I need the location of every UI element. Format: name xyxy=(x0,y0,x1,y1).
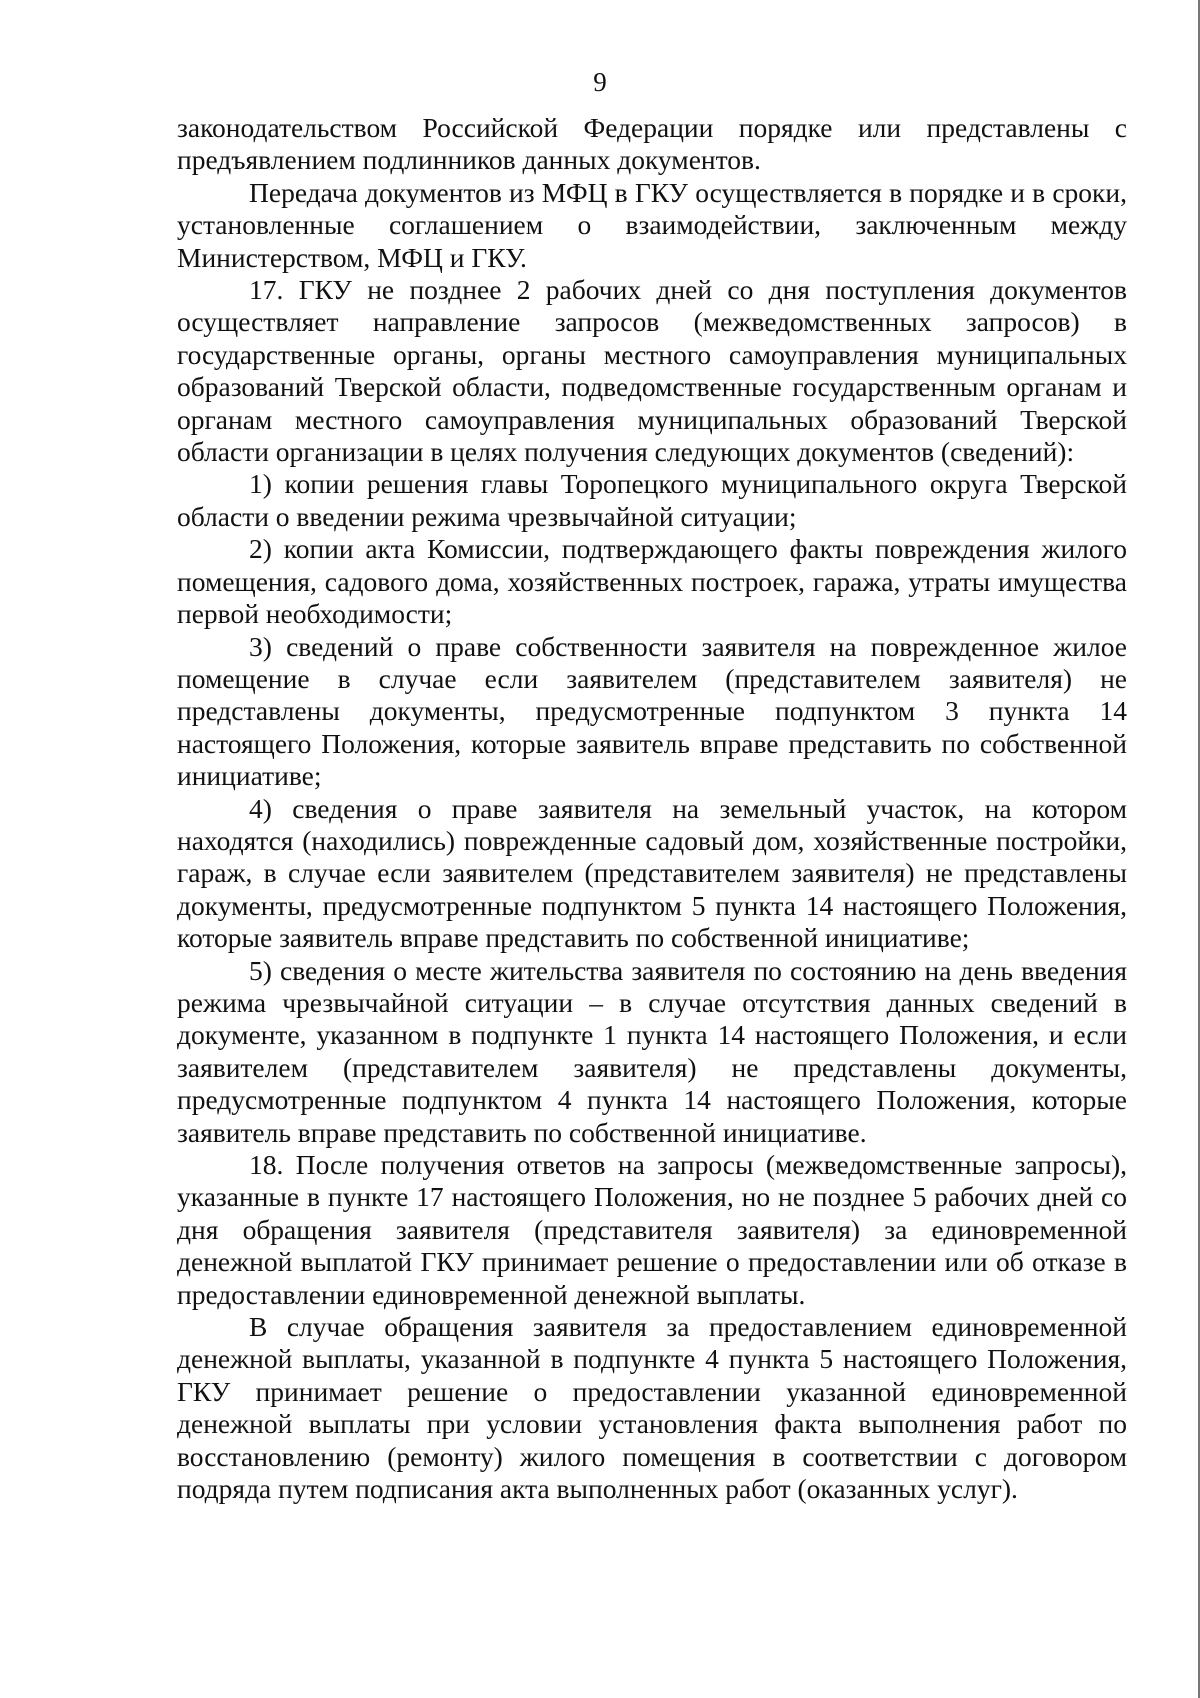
list-item-1: 1) копии решения главы Торопецкого муниципального округа Тверской области о введении режима чрезвычайной ситуации; xyxy=(177,468,1127,532)
page-number: 9 xyxy=(593,67,607,97)
paragraph-document-transfer: Передача документов из МФЦ в ГКУ осуществляется в порядке и в сроки, установленные соглашением о взаимодействии, заключенным между Министерством, МФЦ и ГКУ. xyxy=(177,176,1127,273)
paragraph-item-18: 18. После получения ответов на запросы (межведомственные запросы), указанные в пункте 17 настоящего Положения, но не позднее 5 рабочих дней со дня обращения заявителя (представителя заявителя) за единовременной денежной выплатой ГКУ принимает решение о предоставлении или об отказе в предоставлении единовременной денежной выплаты. xyxy=(177,1149,1127,1310)
list-item-3: 3) сведений о праве собственности заявителя на поврежденное жилое помещение в случае если заявителем (представителем заявителя) не представлены документы, предусмотренные подпунктом 3 пункта 14 настоящего Положения, которые заявитель вправе представить по собственной инициативе; xyxy=(177,630,1127,792)
paragraph-repair-payment: В случае обращения заявителя за предоставлением единовременной денежной выплаты, указанной в подпункте 4 пункта 5 настоящего Положения, ГКУ принимает решение о предоставлении указанной единовременной денежной выплаты при условии установления факта выполнения работ по восстановлению (ремонту) жилого помещения в соответствии с договором подряда путем подписания акта выполненных работ (оказанных услуг). xyxy=(177,1311,1127,1505)
document-body xyxy=(177,112,1127,1505)
paragraph-continuation: законодательством Российской Федерации порядке или представлены с предъявлением подлинников данных документов. xyxy=(177,112,1127,176)
list-item-2: 2) копии акта Комиссии, подтверждающего факты повреждения жилого помещения, садового дома, хозяйственных построек, гаража, утраты имущества первой необходимости; xyxy=(177,533,1127,630)
paragraph-item-17: 17. ГКУ не позднее 2 рабочих дней со дня поступления документов осуществляет направление запросов (межведомственных запросов) в государственные органы, органы местного самоуправления муниципальных образований Тверской области, подведомственные государственным органам и органам местного самоуправления муниципальных образований Тверской области организации в целях получения следующих документов (сведений): xyxy=(177,274,1127,468)
list-item-5: 5) сведения о месте жительства заявителя по состоянию на день введения режима чрезвычайной ситуации – в случае отсутствия данных сведений в документе, указанном в подпункте 1 пункта 14 настоящего Положения, и если заявителем (представителем заявителя) не представлены документы, предусмотренные подпунктом 4 пункта 14 настоящего Положения, которые заявитель вправе представить по собственной инициативе. xyxy=(177,954,1127,1148)
list-item-4: 4) сведения о праве заявителя на земельный участок, на котором находятся (находились) поврежденные садовый дом, хозяйственные постройки, гараж, в случае если заявителем (представителем заявителя) не представлены документы, предусмотренные подпунктом 5 пункта 14 настоящего Положения, которые заявитель вправе представить по собственной инициативе; xyxy=(177,792,1127,954)
